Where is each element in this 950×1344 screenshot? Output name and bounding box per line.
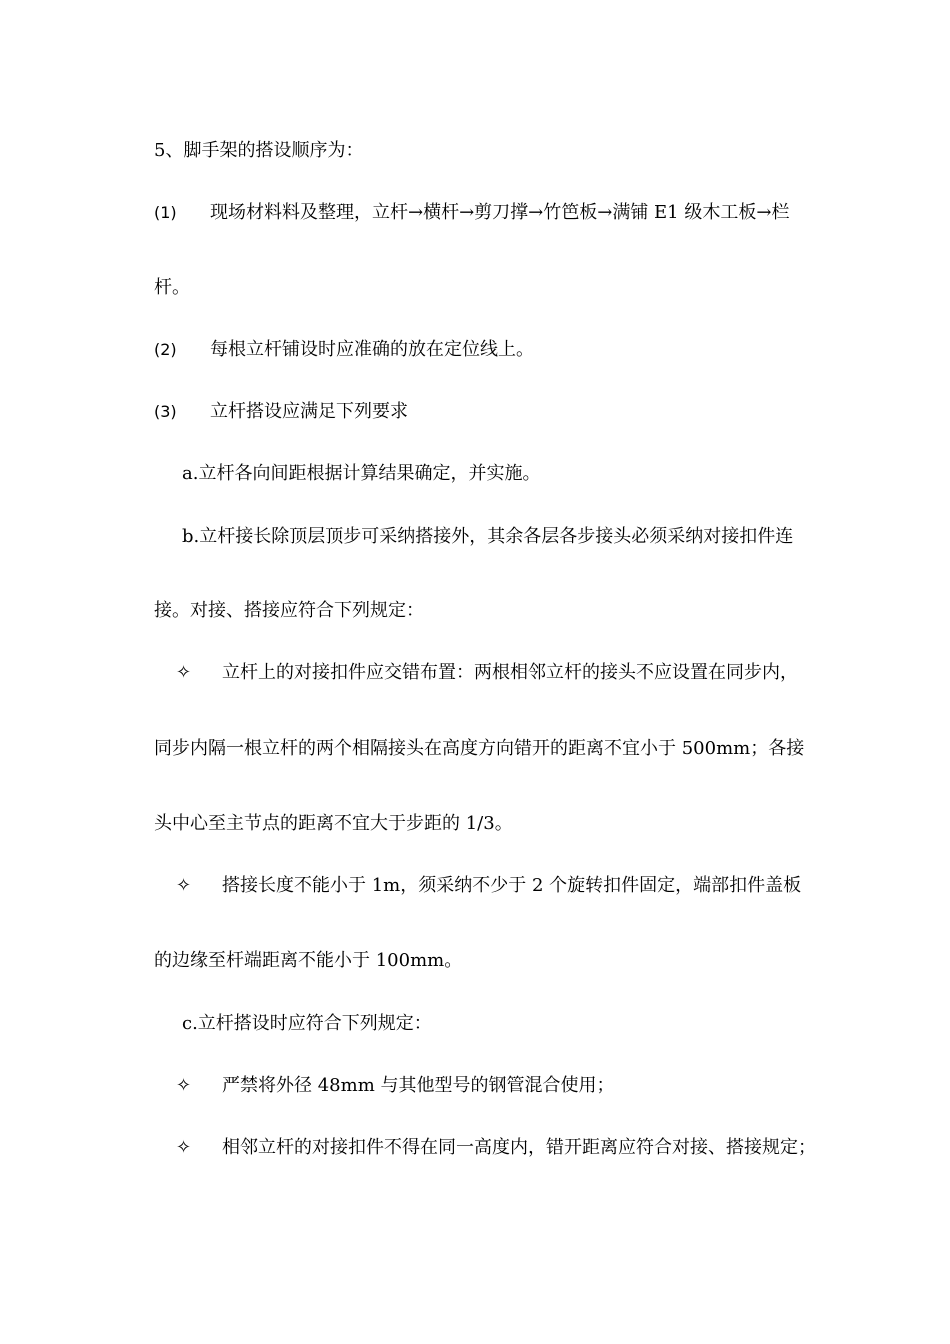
item-number-2: (2)	[154, 340, 177, 359]
bullet-b2-line-1: 搭接长度不能小于 1m，须采纳不少于 2 个旋转扣件固定，端部扣件盖板	[222, 875, 802, 896]
sub-c: c.立杆搭设时应符合下列规定：	[182, 1013, 432, 1034]
diamond-bullet-icon: ✧	[176, 1137, 192, 1158]
bullet-b1-line-2: 同步内隔一根立杆的两个相隔接头在高度方向错开的距离不宜小于 500mm；各接	[154, 738, 805, 759]
item-1-line-1: 现场材料料及整理，立杆→横杆→剪刀撑→竹笆板→满铺 E1 级木工板→栏	[210, 202, 790, 223]
bullet-c2: 相邻立杆的对接扣件不得在同一高度内，错开距离应符合对接、搭接规定；	[222, 1137, 816, 1158]
item-1-line-2: 杆。	[154, 277, 190, 298]
bullet-b1-line-3: 头中心至主节点的距离不宜大于步距的 1/3。	[154, 813, 513, 834]
bullet-b1-line-1: 立杆上的对接扣件应交错布置：两根相邻立杆的接头不应设置在同步内，	[222, 662, 798, 683]
sub-b-line-1: b.立杆接长除顶层顶步可采纳搭接外，其余各层各步接头必须采纳对接扣件连	[182, 526, 794, 547]
sub-b-line-2: 接。对接、搭接应符合下列规定：	[154, 600, 424, 621]
bullet-b2-line-2: 的边缘至杆端距离不能小于 100mm。	[154, 950, 463, 971]
item-number-3: (3)	[154, 402, 177, 421]
item-2-line-1: 每根立杆铺设时应准确的放在定位线上。	[210, 339, 534, 360]
item-number-1: (1)	[154, 203, 177, 222]
item-3-line-1: 立杆搭设应满足下列要求	[210, 401, 408, 422]
diamond-bullet-icon: ✧	[176, 875, 192, 896]
section-heading: 5、脚手架的搭设顺序为：	[154, 140, 364, 161]
sub-a: a.立杆各向间距根据计算结果确定，并实施。	[182, 463, 541, 484]
diamond-bullet-icon: ✧	[176, 1075, 192, 1096]
diamond-bullet-icon: ✧	[176, 662, 192, 683]
bullet-c1: 严禁将外径 48mm 与其他型号的钢管混合使用；	[222, 1075, 615, 1096]
